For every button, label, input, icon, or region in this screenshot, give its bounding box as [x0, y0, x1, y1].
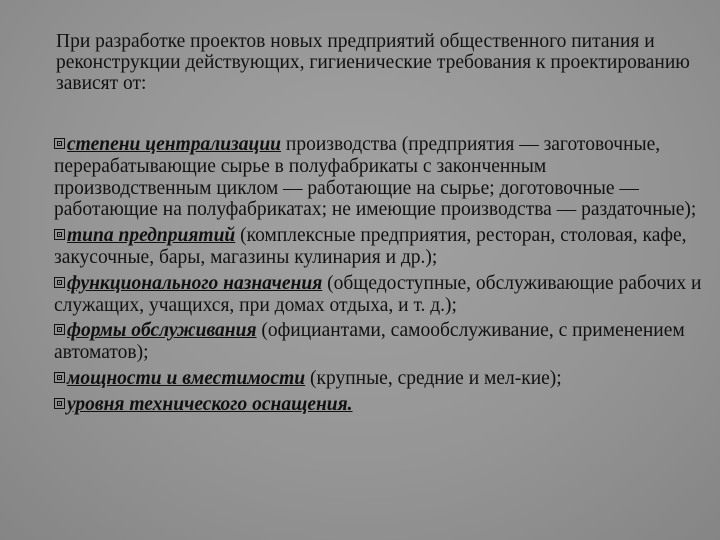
list-item: [54, 134, 704, 221]
list-item-text: (крупные, средние и мел-кие);: [305, 367, 562, 389]
square-bullet-icon: [54, 398, 65, 409]
list-item: [54, 368, 704, 390]
list-item-term: формы обслуживания: [67, 320, 257, 342]
list-item-text: (общедоступные, обслуживающие рабочих и служащих, учащихся, при домах отдыха, и т. д.);: [54, 272, 702, 316]
list-item: [54, 320, 704, 364]
square-bullet-icon: [54, 229, 65, 240]
requirements-list: [54, 134, 704, 420]
list-item-term: функционального назначения: [67, 272, 323, 294]
list-item-term: типа предприятий: [67, 225, 236, 247]
list-item: [54, 225, 704, 269]
list-item-term: степени централизации: [67, 134, 282, 155]
square-bullet-icon: [54, 277, 65, 288]
square-bullet-icon: [54, 324, 65, 335]
list-item-text: (официантами, самообслуживание, с применением автоматов);: [54, 320, 685, 364]
list-item: [54, 394, 704, 416]
square-bullet-icon: [54, 372, 65, 383]
square-bullet-icon: [54, 138, 65, 149]
list-item-term: уровня технического оснащения.: [67, 393, 353, 415]
intro-paragraph: При разработке проектов новых предприятий общественного питания и реконструкции действующих, гигиенические требования к проектированию зависят от:: [56, 31, 690, 94]
list-item-text: (комплексные предприятия, ресторан, столовая, кафе, закусочные, бары, магазины кулинария и др.);: [54, 225, 687, 268]
list-item-text: производства (предприятия — заготовочные, перерабатывающие сырье в полуфабрикаты с законченным производственным циклом — работающие на сырье; доготовочные — работающие на полуфабрикатах; не имеющие производства — раздаточные);: [54, 134, 697, 221]
list-item-term: мощности и вместимости: [67, 367, 306, 389]
list-item: [54, 273, 704, 317]
